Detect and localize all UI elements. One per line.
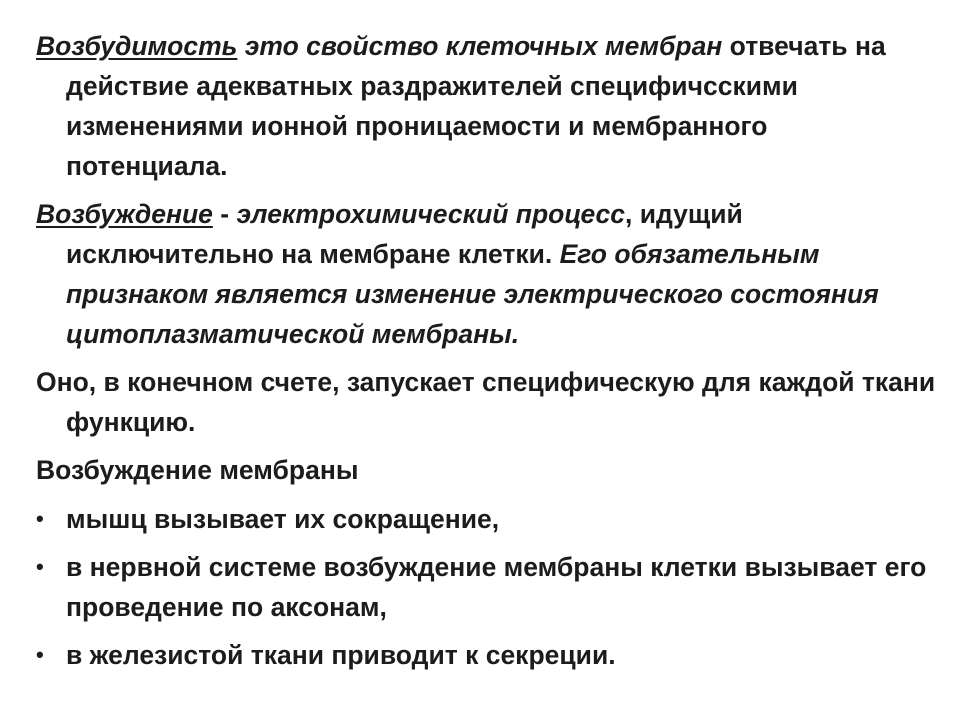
bullet-icon: • [36, 554, 44, 579]
definition-excitability-text: отвечать на действие адекватных раздражителей специфичсскими изменениями ионной проницаемости и мембранного потенциала. [66, 31, 886, 181]
list-item [36, 635, 936, 675]
paragraph-membrane-excitation-text: Возбуждение мембраны [36, 455, 359, 485]
definition-excitability [36, 26, 936, 186]
bullet-icon: • [36, 642, 44, 667]
paragraph-function-text: Оно, в конечном счете, запускает специфическую для каждой ткани функцию. [36, 367, 936, 437]
list-item-text: в железистой ткани приводит к секреции. [66, 640, 616, 670]
bullet-icon: • [36, 506, 44, 531]
list-item [36, 499, 936, 539]
paragraph-membrane-excitation [36, 450, 936, 490]
list-item-text: в нервной системе возбуждение мембраны клетки вызывает его проведение по аксонам, [66, 552, 927, 622]
list-item [36, 547, 936, 627]
definition-excitation-text: , идущий исключительно на мембране клетки. [66, 199, 743, 269]
definition-excitation-dash: - [212, 199, 237, 229]
definition-excitability-italic: это свойство клеточных мембран [237, 31, 723, 61]
list-item-text: мышц вызывает их сокращение, [66, 504, 500, 534]
definition-excitation-italic-b: Его обязательным признаком является изменение электрического состояния цитоплазматической мембраны. [66, 239, 879, 349]
definition-excitation [36, 194, 936, 354]
paragraph-function [36, 362, 936, 442]
definition-excitation-italic-a: электрохимический процесс [236, 199, 625, 229]
term-excitability: Возбудимость [36, 31, 238, 61]
slide-content [36, 26, 936, 683]
term-excitation: Возбуждение [36, 199, 213, 229]
